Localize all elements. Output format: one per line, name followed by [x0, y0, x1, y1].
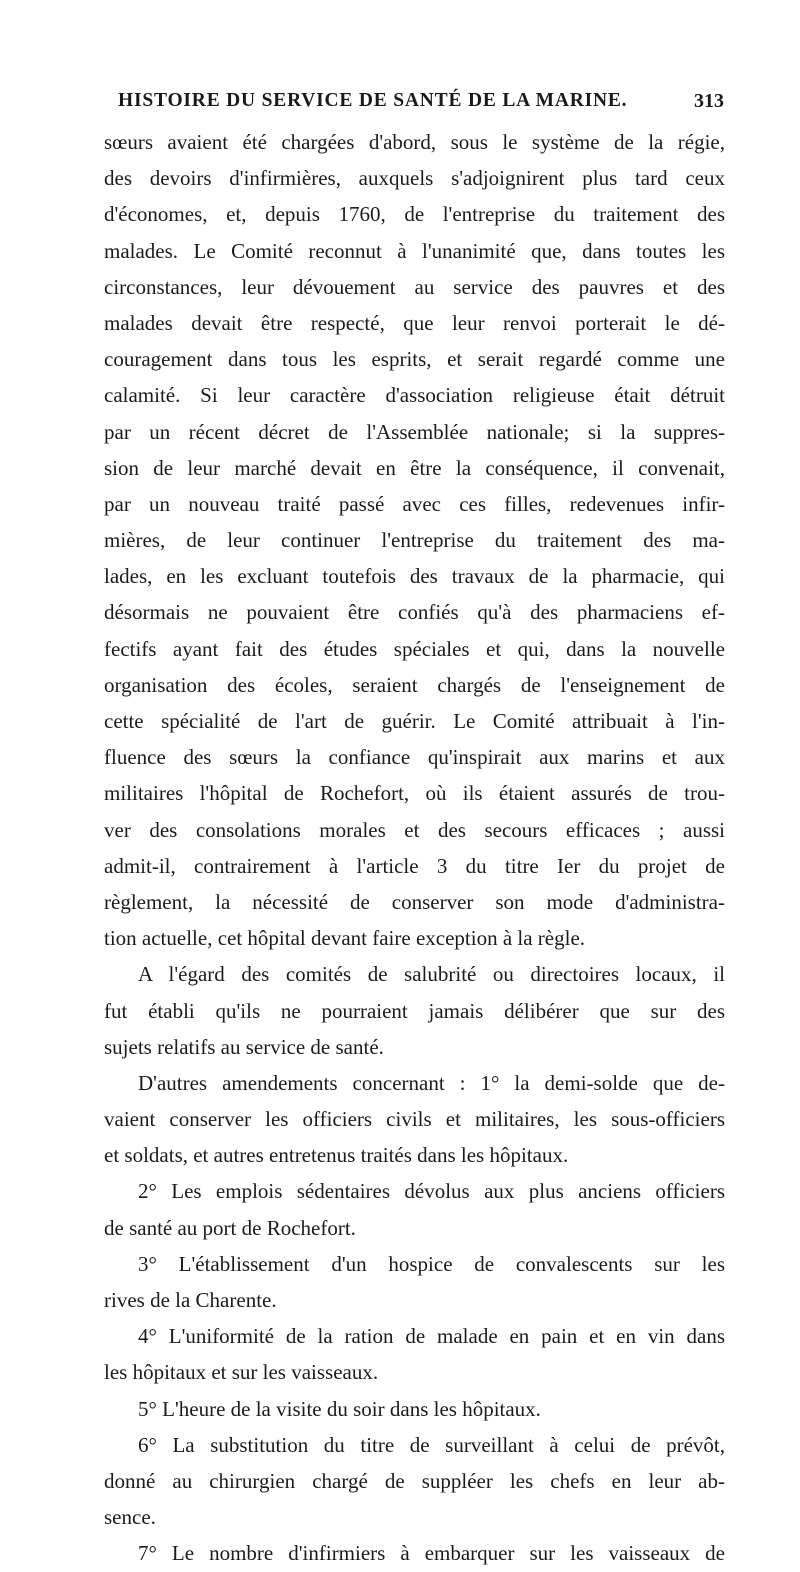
text-line: 6° La substitution du titre de surveillant à celui de prévôt, — [138, 1432, 725, 1457]
text-line: 2° Les emplois sédentaires dévolus aux plus anciens officiers — [138, 1179, 725, 1204]
text-line: règlement, la nécessité de conserver son mode d'administra- — [104, 889, 725, 914]
text-line: D'autres amendements concernant : 1° la demi-solde que de- — [138, 1070, 725, 1095]
text-line: A l'égard des comités de salubrité ou directoires locaux, il — [138, 962, 725, 987]
text-line: 5° L'heure de la visite du soir dans les hôpitaux. — [138, 1396, 541, 1421]
body-text — [104, 124, 725, 1566]
text-line: rives de la Charente. — [104, 1288, 277, 1312]
text-line: désormais ne pouvaient être confiés qu'à des pharmaciens ef- — [104, 600, 725, 625]
text-line: circonstances, leur dévouement au service des pauvres et des — [104, 274, 725, 299]
text-line: admit-il, contrairement à l'article 3 du titre Ier du projet de — [104, 853, 725, 878]
text-line: des devoirs d'infirmières, auxquels s'adjoignirent plus tard ceux — [104, 166, 725, 191]
text-line: fut établi qu'ils ne pourraient jamais délibérer que sur des — [104, 998, 725, 1023]
text-line: lades, en les excluant toutefois des travaux de la pharmacie, qui — [104, 564, 725, 589]
text-line: cette spécialité de l'art de guérir. Le Comité attribuait à l'in- — [104, 709, 725, 733]
text-line: malades devait être respecté, que leur renvoi porterait le dé- — [104, 310, 725, 335]
text-line: militaires l'hôpital de Rochefort, où ils étaient assurés de trou- — [104, 781, 725, 806]
text-line: vaient conserver les officiers civils et militaires, les sous-officiers — [104, 1107, 725, 1132]
page-number: 313 — [694, 90, 724, 112]
text-line: malades. Le Comité reconnut à l'unanimité que, dans toutes les — [104, 238, 725, 263]
text-line: par un nouveau traité passé avec ces filles, redevenues infir- — [104, 491, 725, 516]
text-line: calamité. Si leur caractère d'association religieuse était détruit — [104, 383, 725, 408]
text-line: et soldats, et autres entretenus traités dans les hôpitaux. — [104, 1143, 569, 1168]
text-line: fluence des sœurs la confiance qu'inspirait aux marins et aux — [104, 745, 725, 770]
text-line: de santé au port de Rochefort. — [104, 1215, 356, 1240]
running-header — [118, 84, 724, 118]
text-line: donné au chirurgien chargé de suppléer les chefs en leur ab- — [104, 1468, 725, 1493]
text-line: organisation des écoles, seraient chargés de l'enseignement de — [104, 672, 725, 697]
header-title: HISTOIRE DU SERVICE DE SANTÉ DE LA MARINE. — [118, 90, 628, 111]
text-line: sœurs avaient été chargées d'abord, sous le système de la régie, — [104, 130, 725, 154]
text-line: sion de leur marché devait en être la conséquence, il convenait, — [104, 455, 725, 480]
text-line: sence. — [104, 1505, 156, 1530]
text-line: ver des consolations morales et des secours efficaces ; aussi — [104, 817, 725, 842]
text-line: d'économes, et, depuis 1760, de l'entreprise du traitement des — [104, 202, 725, 227]
text-line: couragement dans tous les esprits, et serait regardé comme une — [104, 347, 725, 372]
text-line: mières, de leur continuer l'entreprise du traitement des ma- — [104, 528, 725, 553]
text-line: sujets relatifs au service de santé. — [104, 1034, 384, 1059]
text-line: 7° Le nombre d'infirmiers à embarquer sur les vaisseaux de — [138, 1541, 725, 1566]
text-line: tion actuelle, cet hôpital devant faire exception à la règle. — [104, 926, 586, 951]
text-line: les hôpitaux et sur les vaisseaux. — [104, 1360, 379, 1385]
text-line: par un récent décret de l'Assemblée nationale; si la suppres- — [104, 419, 725, 444]
text-line: 4° L'uniformité de la ration de malade en pain et en vin dans — [138, 1324, 725, 1349]
text-line: fectifs ayant fait des études spéciales et qui, dans la nouvelle — [104, 636, 725, 661]
text-line: 3° L'établissement d'un hospice de convalescents sur les — [138, 1251, 725, 1276]
